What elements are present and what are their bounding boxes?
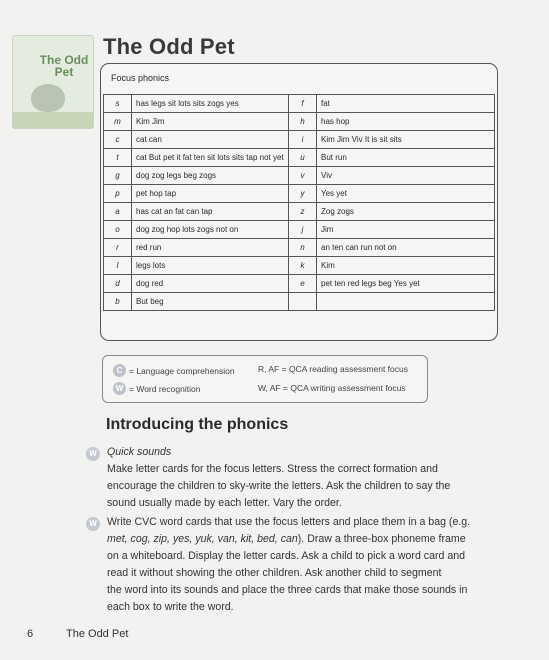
phonics-words: Kim Jim Viv It is sit sits (317, 131, 495, 149)
phonics-words: Kim Jim (132, 113, 289, 131)
phonics-letter: e (289, 275, 317, 293)
phonics-letter: a (104, 203, 132, 221)
cvc-line: Write CVC word cards that use the focus letters and place them in a bag (e.g. (107, 516, 471, 528)
quick-sounds-subheading: Quick sounds (107, 446, 172, 458)
phonics-words: pet ten red legs beg Yes yet (317, 275, 495, 293)
phonics-row (104, 149, 495, 167)
key-box (102, 355, 428, 403)
quick-sounds-line: sound usually made by each letter. Vary the order. (107, 497, 342, 509)
phonics-row (104, 131, 495, 149)
phonics-letter: y (289, 185, 317, 203)
phonics-row (104, 275, 495, 293)
phonics-letter: i (289, 131, 317, 149)
phonics-letter: b (104, 293, 132, 311)
phonics-row (104, 257, 495, 275)
phonics-letter: u (289, 149, 317, 167)
phonics-words: Yes yet (317, 185, 495, 203)
phonics-letter: h (289, 113, 317, 131)
key-reading-focus: R, AF = QCA reading assessment focus (258, 364, 408, 374)
phonics-words: But beg (132, 293, 289, 311)
quick-sounds-line: Make letter cards for the focus letters. Stress the correct formation and (107, 463, 438, 475)
phonics-words: cat But pet it fat ten sit lots sits tap not yet (132, 149, 289, 167)
phonics-letter: n (289, 239, 317, 257)
cvc-words-item (107, 514, 505, 616)
key-word-recognition-label: = Word recognition (129, 383, 201, 394)
phonics-letter: c (104, 131, 132, 149)
phonics-words: But run (317, 149, 495, 167)
footer-book-title: The Odd Pet (66, 628, 129, 640)
phonics-letter: r (104, 239, 132, 257)
phonics-row (104, 185, 495, 203)
phonics-letter: p (104, 185, 132, 203)
phonics-row (104, 293, 495, 311)
cvc-line: the word into its sounds and place the three cards that make those sounds in (107, 584, 468, 596)
phonics-words: has cat an fat can tap (132, 203, 289, 221)
phonics-row (104, 203, 495, 221)
phonics-letter: s (104, 95, 132, 113)
key-comprehension-label: = Language comprehension (129, 365, 235, 376)
quick-sounds-item (107, 444, 505, 512)
key-writing-focus: W, AF = QCA writing assessment focus (258, 383, 406, 393)
phonics-words: has legs sit lots sits zogs yes (132, 95, 289, 113)
phonics-words: cat can (132, 131, 289, 149)
phonics-row (104, 167, 495, 185)
cvc-line: met, cog, zip, yes, yuk, van, kit, bed, can). Draw a three-box phoneme frame (107, 533, 466, 545)
phonics-row (104, 221, 495, 239)
cover-bird-illustration (31, 84, 65, 112)
phonics-words: Jim (317, 221, 495, 239)
word-recognition-bullet-icon: W (86, 517, 100, 531)
key-comprehension (113, 364, 235, 377)
phonics-letter: l (104, 257, 132, 275)
phonics-letter: g (104, 167, 132, 185)
quick-sounds-line: encourage the children to sky-write the letters. Ask the children to say the (107, 480, 451, 492)
phonics-letter: t (104, 149, 132, 167)
word-recognition-icon: W (113, 382, 126, 395)
phonics-row (104, 95, 495, 113)
focus-phonics-heading: Focus phonics (111, 73, 170, 83)
phonics-letter: m (104, 113, 132, 131)
phonics-letter: z (289, 203, 317, 221)
cover-title: The Odd Pet (39, 53, 89, 79)
phonics-words (317, 293, 495, 311)
phonics-words: Zog zogs (317, 203, 495, 221)
cvc-line: read it without showing the other children. Ask another child to segment (107, 567, 442, 579)
comprehension-icon: C (113, 364, 126, 377)
cvc-line: on a whiteboard. Display the letter cards. Ask a child to pick a word card and (107, 550, 466, 562)
key-word-recognition (113, 382, 200, 395)
phonics-row (104, 239, 495, 257)
phonics-words: Kim (317, 257, 495, 275)
cover-thumbnail (12, 35, 94, 129)
phonics-words: fat (317, 95, 495, 113)
phonics-words: an ten can run not on (317, 239, 495, 257)
phonics-letter: f (289, 95, 317, 113)
phonics-words: Viv (317, 167, 495, 185)
phonics-words: dog zog legs beg zogs (132, 167, 289, 185)
page-number: 6 (27, 628, 34, 640)
phonics-words: dog zog hop lots zogs not on (132, 221, 289, 239)
cover-grass-illustration (13, 112, 93, 128)
phonics-letter: o (104, 221, 132, 239)
phonics-letter: v (289, 167, 317, 185)
phonics-letter (289, 293, 317, 311)
example-words: met, cog, zip, yes, yuk, van, kit, bed, can (107, 533, 298, 545)
phonics-words: pet hop tap (132, 185, 289, 203)
phonics-words: legs lots (132, 257, 289, 275)
word-recognition-bullet-icon: W (86, 447, 100, 461)
phonics-words: red run (132, 239, 289, 257)
phonics-row (104, 113, 495, 131)
page-title: The Odd Pet (103, 34, 235, 59)
phonics-words: dog red (132, 275, 289, 293)
phonics-letter: k (289, 257, 317, 275)
section-heading: Introducing the phonics (106, 416, 289, 433)
phonics-letter: d (104, 275, 132, 293)
phonics-letter: j (289, 221, 317, 239)
focus-phonics-panel (100, 63, 498, 341)
focus-phonics-table (103, 94, 495, 311)
phonics-words: has hop (317, 113, 495, 131)
cvc-line: each box to write the word. (107, 601, 234, 613)
